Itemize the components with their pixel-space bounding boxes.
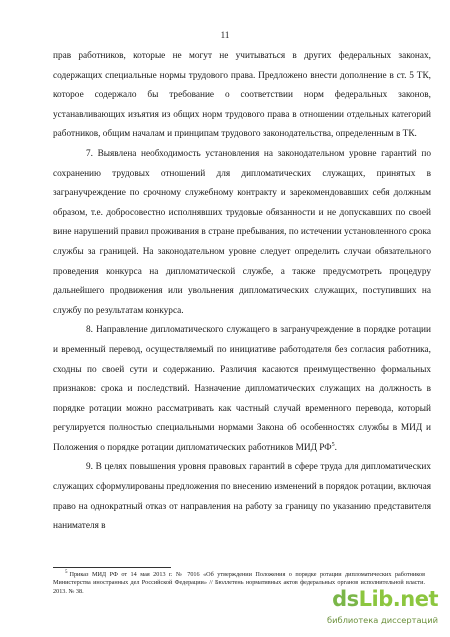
paragraph [53, 321, 431, 458]
footnote-text: Приказ МИД РФ от 14 мая 2013 г. № 7016 «Об утверждении Положения о порядке ротации дипломатических работников Министерства иностранных дел Российской Федерации» // Бюллетень нормативных актов федеральных органов исполнительной власти. 2013. № 38. [53, 571, 425, 595]
logo-prefix: ds [332, 587, 359, 611]
logo-suffix: Lib.net [358, 587, 438, 611]
page-number: 11 [220, 30, 230, 40]
watermark-logo [318, 587, 438, 629]
logo-wordmark [332, 587, 438, 611]
footnote-mark: 5 [65, 569, 68, 575]
paragraph: 9. В целях повышения уровня правовых гарантий в сфере труда для дипломатических служащих сформулированы предложения по внесению изменений в порядок ротации, включая право на однократный отказ от направления на работу за границу по указанию представителя нанимателя в [53, 462, 431, 532]
paragraph-text: 8. Направление дипломатического служащего в загранучреждение в порядке ротации и временный перевод, осуществляемый по инициативе работодателя без согласия работника, сходны по своей сути и содержанию. Различия касаются преимущественно формальных признаков: срока и последствий. Назначение дипломатических служащих на должность в порядке ротации можно рассматривать как частный случай временного перевода, который регулируется полностью специальными нормами Закона об особенностях службы в МИД и Положения о порядке ротации дипломатических работников МИД РФ [53, 325, 431, 453]
paragraph-end: . [334, 442, 337, 453]
footnote-separator [53, 567, 171, 568]
logo-subtitle: библиотека диссертаций [326, 615, 438, 625]
paragraph: 7. Выявлена необходимость установления на законодательном уровне гарантий по сохранению трудовых отношений для дипломатических служащих, принятых в загранучреждение по срочному служебному контракту и зарекомендовавших себя должным образом, т.е. добросовестно исполнявших трудовые обязанности и не допускавших по своей вине нарушений правил проживания в стране пребывания, по истечении установленного срока службы за границей. На законодательном уровне следует определить случаи обязательного проведения конкурса на дипломатической службе, а также предусмотреть процедуру дальнейшего продвижения или увольнения дипломатических служащих, поступивших на службу по результатам конкурса. [53, 148, 431, 316]
paragraph: прав работников, которые не могут не учитываться в других федеральных законах, содержащих специальные нормы трудового права. Предложено внести дополнение в ст. 5 ТК, которое содержало бы требование о соответствии норм федеральных законов, устанавливающих изъятия из общих норм трудового права в отношении отдельных категорий работников, общим началам и принципам трудового законодательства, определенным в ТК. [53, 51, 431, 140]
body-text [53, 47, 431, 537]
footnote-reference: 5 [331, 441, 335, 448]
